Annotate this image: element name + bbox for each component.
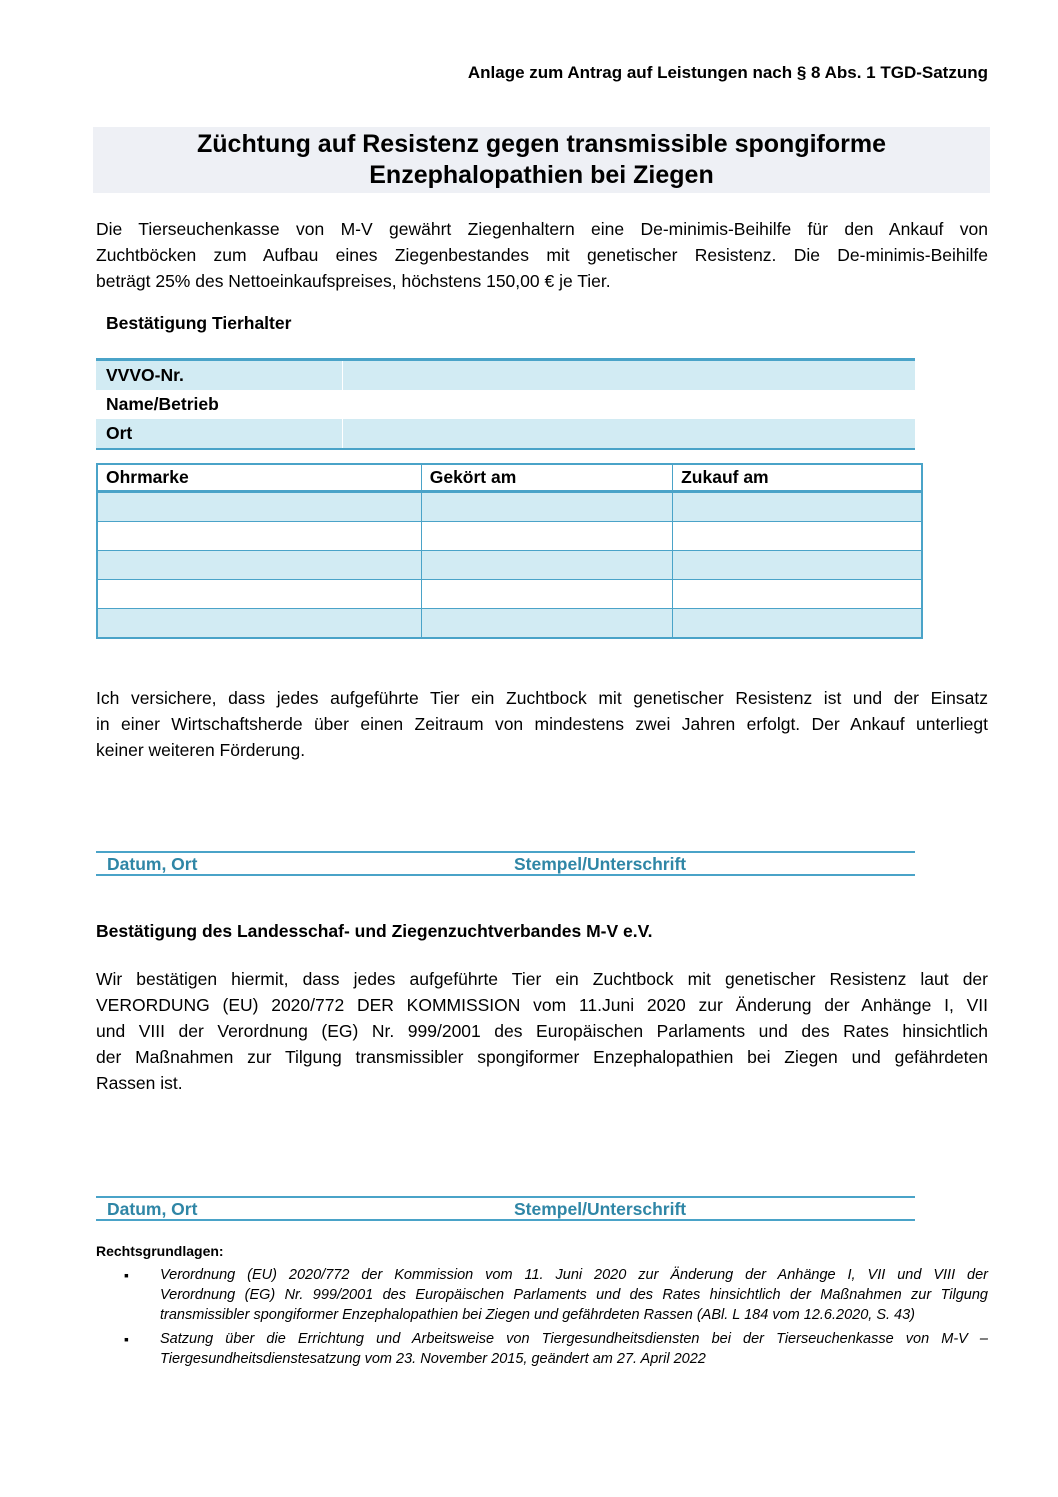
place-row — [96, 419, 915, 448]
table-border — [96, 448, 915, 450]
table-row — [97, 609, 922, 639]
legal-line: transmissibler spongiformer Enzephalopathien bei Ziegen und gefährdeten Rassen (ABl. L 184 vom 12.6.2020, S. 43) — [160, 1307, 915, 1323]
holder-signature-line — [96, 851, 915, 876]
ear-tag-cell[interactable] — [97, 580, 421, 609]
intro-paragraph — [96, 216, 988, 294]
legal-line: Tiergesundheitsdienstesatzung vom 23. November 2015, geändert am 27. April 2022 — [160, 1351, 706, 1367]
intro-line: Zuchtböcken zum Aufbau eines Ziegenbestandes mit genetischer Resistenz. Die De-minimis-Beihilfe — [96, 245, 988, 265]
verband-section-label: Bestätigung des Landesschaf- und Ziegenzuchtverbandes M-V e.V. — [96, 921, 653, 941]
verband-line: Wir bestätigen hiermit, dass jedes aufgeführte Tier ein Zuchtbock mit genetischer Resistenz laut der — [96, 969, 988, 989]
name-field[interactable] — [343, 390, 915, 419]
title-line-2: Enzephalopathien bei Ziegen — [369, 161, 714, 189]
purchase-date-cell[interactable] — [673, 492, 922, 522]
name-label: Name/Betrieb — [96, 390, 343, 419]
table-header-row — [97, 464, 922, 492]
ear-tag-cell[interactable] — [97, 492, 421, 522]
legal-line: Satzung über die Errichtung und Arbeitsweise von Tiergesundheitsdiensten bei der Tierseuchenkasse von M-V – — [160, 1331, 988, 1347]
legal-item-text — [160, 1265, 988, 1325]
signature-divider — [96, 851, 915, 853]
legal-line: Verordnung (EU) 2020/772 der Kommission vom 11. Juni 2020 zur Änderung der Anhänge I, VII und VIII der — [160, 1267, 988, 1283]
ear-tag-cell[interactable] — [97, 551, 421, 580]
verband-line: und VIII der Verordnung (EG) Nr. 999/2001 des Europäischen Parlaments und des Rates hinsichtlich — [96, 1021, 988, 1041]
purchase-date-cell[interactable] — [673, 551, 922, 580]
verband-line: VERORDUNG (EU) 2020/772 DER KOMMISSION vom 11.Juni 2020 zur Änderung der Anhänge I, VII — [96, 995, 988, 1015]
ear-tag-header: Ohrmarke — [97, 464, 421, 492]
verband-signature-line — [96, 1196, 915, 1221]
signature-divider — [96, 1219, 915, 1221]
verband-paragraph — [96, 966, 988, 1096]
title-line-1: Züchtung auf Resistenz gegen transmissible spongiforme — [197, 130, 886, 158]
document-title — [93, 127, 990, 193]
declaration-paragraph — [96, 685, 988, 763]
legal-item-text — [160, 1329, 988, 1369]
name-row — [96, 390, 915, 419]
bullet-icon: ▪ — [124, 1331, 129, 1347]
verband-line: der Maßnahmen zur Tilgung transmissibler spongiformer Enzephalopathien bei Ziegen und gefährdeten — [96, 1047, 988, 1067]
annex-reference: Anlage zum Antrag auf Leistungen nach § 8 Abs. 1 TGD-Satzung — [467, 63, 988, 82]
ear-tag-cell[interactable] — [97, 609, 421, 639]
licensed-date-cell[interactable] — [421, 580, 672, 609]
vvvo-label: VVVO-Nr. — [96, 361, 343, 390]
table-row — [97, 492, 922, 522]
stamp-signature-label: Stempel/Unterschrift — [514, 1199, 687, 1219]
purchase-date-cell[interactable] — [673, 609, 922, 639]
legal-basis-heading: Rechtsgrundlagen: — [96, 1243, 224, 1259]
purchase-date-cell[interactable] — [673, 522, 922, 551]
licensed-date-header: Gekört am — [421, 464, 672, 492]
legal-line: Verordnung (EG) Nr. 999/2001 des Europäischen Parlaments und des Rates hinsichtlich der Maßnahmen zur Tilgung — [160, 1287, 988, 1303]
intro-line: Die Tierseuchenkasse von M-V gewährt Ziegenhaltern eine De-minimis-Beihilfe für den Ankauf von — [96, 219, 988, 239]
date-place-label: Datum, Ort — [107, 854, 198, 874]
stamp-signature-label: Stempel/Unterschrift — [514, 854, 687, 874]
animals-table — [96, 463, 923, 639]
licensed-date-cell[interactable] — [421, 551, 672, 580]
legal-item — [124, 1265, 988, 1327]
licensed-date-cell[interactable] — [421, 609, 672, 639]
intro-line: beträgt 25% des Nettoeinkaufspreises, höchstens 150,00 € je Tier. — [96, 271, 611, 291]
declaration-line: keiner weiteren Förderung. — [96, 740, 306, 760]
place-label: Ort — [96, 419, 343, 448]
licensed-date-cell[interactable] — [421, 522, 672, 551]
vvvo-row — [96, 361, 915, 390]
holder-section-label: Bestätigung Tierhalter — [106, 313, 292, 333]
signature-divider — [96, 874, 915, 876]
legal-item — [124, 1329, 988, 1371]
place-field[interactable] — [343, 419, 915, 448]
holder-info-table — [96, 358, 915, 450]
vvvo-field[interactable] — [343, 361, 915, 390]
signature-divider — [96, 1196, 915, 1198]
verband-line: Rassen ist. — [96, 1073, 183, 1093]
table-row — [97, 551, 922, 580]
bullet-icon: ▪ — [124, 1267, 129, 1283]
table-row — [97, 580, 922, 609]
table-row — [97, 522, 922, 551]
declaration-line: Ich versichere, dass jedes aufgeführte Tier ein Zuchtbock mit genetischer Resistenz ist und der Einsatz — [96, 688, 988, 708]
licensed-date-cell[interactable] — [421, 492, 672, 522]
purchase-date-header: Zukauf am — [673, 464, 922, 492]
purchase-date-cell[interactable] — [673, 580, 922, 609]
date-place-label: Datum, Ort — [107, 1199, 198, 1219]
ear-tag-cell[interactable] — [97, 522, 421, 551]
declaration-line: in einer Wirtschaftsherde über einen Zeitraum von mindestens zwei Jahren erfolgt. Der Ankauf unterliegt — [96, 714, 988, 734]
